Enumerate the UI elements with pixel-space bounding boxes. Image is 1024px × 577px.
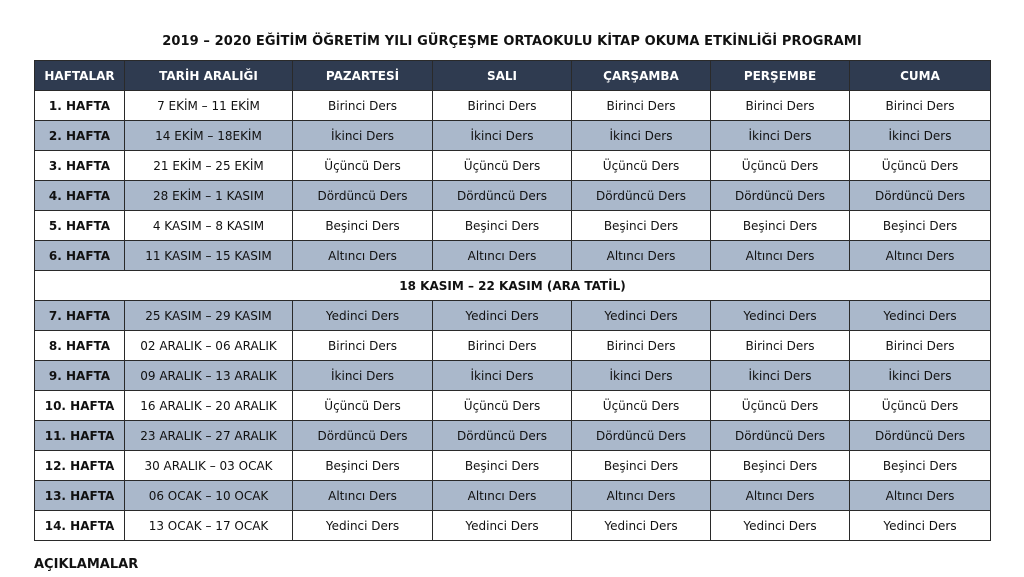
monday-lesson-cell: İkinci Ders xyxy=(293,361,433,391)
wednesday-lesson-cell: Beşinci Ders xyxy=(572,211,711,241)
header-row xyxy=(35,61,991,91)
date-range-cell: 11 KASIM – 15 KASIM xyxy=(125,241,293,271)
table-row xyxy=(35,121,991,151)
tuesday-lesson-cell: Beşinci Ders xyxy=(433,451,572,481)
week-cell: 3. HAFTA xyxy=(35,151,125,181)
table-row xyxy=(35,301,991,331)
friday-lesson-cell: Altıncı Ders xyxy=(850,241,991,271)
tuesday-lesson-cell: Birinci Ders xyxy=(433,331,572,361)
thursday-lesson-cell: İkinci Ders xyxy=(711,121,850,151)
date-range-cell: 25 KASIM – 29 KASIM xyxy=(125,301,293,331)
wednesday-lesson-cell: Üçüncü Ders xyxy=(572,151,711,181)
date-range-cell: 09 ARALIK – 13 ARALIK xyxy=(125,361,293,391)
friday-lesson-cell: İkinci Ders xyxy=(850,361,991,391)
friday-lesson-cell: Yedinci Ders xyxy=(850,301,991,331)
wednesday-lesson-cell: Dördüncü Ders xyxy=(572,181,711,211)
monday-lesson-cell: Beşinci Ders xyxy=(293,451,433,481)
wednesday-lesson-cell: Dördüncü Ders xyxy=(572,421,711,451)
header-cell-date-range: TARİH ARALIĞI xyxy=(125,61,293,91)
holiday-break-row xyxy=(35,271,991,301)
monday-lesson-cell: Üçüncü Ders xyxy=(293,391,433,421)
friday-lesson-cell: Dördüncü Ders xyxy=(850,181,991,211)
monday-lesson-cell: Yedinci Ders xyxy=(293,511,433,541)
monday-lesson-cell: Dördüncü Ders xyxy=(293,181,433,211)
holiday-break-cell: 18 KASIM – 22 KASIM (ARA TATİL) xyxy=(35,271,991,301)
friday-lesson-cell: Beşinci Ders xyxy=(850,211,991,241)
week-cell: 8. HAFTA xyxy=(35,331,125,361)
friday-lesson-cell: Beşinci Ders xyxy=(850,451,991,481)
week-cell: 1. HAFTA xyxy=(35,91,125,121)
date-range-cell: 7 EKİM – 11 EKİM xyxy=(125,91,293,121)
thursday-lesson-cell: Yedinci Ders xyxy=(711,301,850,331)
table-row xyxy=(35,481,991,511)
wednesday-lesson-cell: İkinci Ders xyxy=(572,121,711,151)
tuesday-lesson-cell: Dördüncü Ders xyxy=(433,181,572,211)
monday-lesson-cell: Birinci Ders xyxy=(293,331,433,361)
friday-lesson-cell: Üçüncü Ders xyxy=(850,391,991,421)
week-cell: 7. HAFTA xyxy=(35,301,125,331)
tuesday-lesson-cell: Altıncı Ders xyxy=(433,481,572,511)
friday-lesson-cell: Üçüncü Ders xyxy=(850,151,991,181)
tuesday-lesson-cell: Üçüncü Ders xyxy=(433,391,572,421)
thursday-lesson-cell: Birinci Ders xyxy=(711,91,850,121)
friday-lesson-cell: Dördüncü Ders xyxy=(850,421,991,451)
thursday-lesson-cell: Dördüncü Ders xyxy=(711,181,850,211)
table-row xyxy=(35,241,991,271)
tuesday-lesson-cell: Birinci Ders xyxy=(433,91,572,121)
date-range-cell: 23 ARALIK – 27 ARALIK xyxy=(125,421,293,451)
tuesday-lesson-cell: Beşinci Ders xyxy=(433,211,572,241)
week-cell: 6. HAFTA xyxy=(35,241,125,271)
schedule-body xyxy=(35,91,991,541)
table-row xyxy=(35,91,991,121)
week-cell: 13. HAFTA xyxy=(35,481,125,511)
table-row xyxy=(35,421,991,451)
friday-lesson-cell: Birinci Ders xyxy=(850,91,991,121)
monday-lesson-cell: İkinci Ders xyxy=(293,121,433,151)
week-cell: 5. HAFTA xyxy=(35,211,125,241)
date-range-cell: 14 EKİM – 18EKİM xyxy=(125,121,293,151)
thursday-lesson-cell: İkinci Ders xyxy=(711,361,850,391)
date-range-cell: 28 EKİM – 1 KASIM xyxy=(125,181,293,211)
thursday-lesson-cell: Yedinci Ders xyxy=(711,511,850,541)
wednesday-lesson-cell: İkinci Ders xyxy=(572,361,711,391)
thursday-lesson-cell: Altıncı Ders xyxy=(711,481,850,511)
tuesday-lesson-cell: İkinci Ders xyxy=(433,121,572,151)
header-cell-friday: CUMA xyxy=(850,61,991,91)
header-cell-thursday: PERŞEMBE xyxy=(711,61,850,91)
monday-lesson-cell: Birinci Ders xyxy=(293,91,433,121)
date-range-cell: 16 ARALIK – 20 ARALIK xyxy=(125,391,293,421)
monday-lesson-cell: Üçüncü Ders xyxy=(293,151,433,181)
table-row xyxy=(35,331,991,361)
wednesday-lesson-cell: Birinci Ders xyxy=(572,91,711,121)
week-cell: 12. HAFTA xyxy=(35,451,125,481)
friday-lesson-cell: İkinci Ders xyxy=(850,121,991,151)
header-cell-wednesday: ÇARŞAMBA xyxy=(572,61,711,91)
table-row xyxy=(35,151,991,181)
wednesday-lesson-cell: Üçüncü Ders xyxy=(572,391,711,421)
tuesday-lesson-cell: Dördüncü Ders xyxy=(433,421,572,451)
date-range-cell: 06 OCAK – 10 OCAK xyxy=(125,481,293,511)
week-cell: 14. HAFTA xyxy=(35,511,125,541)
reading-schedule-table xyxy=(34,60,991,541)
date-range-cell: 21 EKİM – 25 EKİM xyxy=(125,151,293,181)
week-cell: 4. HAFTA xyxy=(35,181,125,211)
friday-lesson-cell: Birinci Ders xyxy=(850,331,991,361)
monday-lesson-cell: Altıncı Ders xyxy=(293,481,433,511)
table-row xyxy=(35,451,991,481)
wednesday-lesson-cell: Birinci Ders xyxy=(572,331,711,361)
thursday-lesson-cell: Üçüncü Ders xyxy=(711,391,850,421)
week-cell: 2. HAFTA xyxy=(35,121,125,151)
table-row xyxy=(35,511,991,541)
date-range-cell: 30 ARALIK – 03 OCAK xyxy=(125,451,293,481)
week-cell: 9. HAFTA xyxy=(35,361,125,391)
week-cell: 11. HAFTA xyxy=(35,421,125,451)
tuesday-lesson-cell: Yedinci Ders xyxy=(433,301,572,331)
wednesday-lesson-cell: Yedinci Ders xyxy=(572,511,711,541)
header-cell-monday: PAZARTESİ xyxy=(293,61,433,91)
wednesday-lesson-cell: Beşinci Ders xyxy=(572,451,711,481)
wednesday-lesson-cell: Yedinci Ders xyxy=(572,301,711,331)
tuesday-lesson-cell: Üçüncü Ders xyxy=(433,151,572,181)
thursday-lesson-cell: Beşinci Ders xyxy=(711,211,850,241)
wednesday-lesson-cell: Altıncı Ders xyxy=(572,481,711,511)
tuesday-lesson-cell: İkinci Ders xyxy=(433,361,572,391)
table-row xyxy=(35,211,991,241)
thursday-lesson-cell: Üçüncü Ders xyxy=(711,151,850,181)
date-range-cell: 13 OCAK – 17 OCAK xyxy=(125,511,293,541)
date-range-cell: 4 KASIM – 8 KASIM xyxy=(125,211,293,241)
table-row xyxy=(35,361,991,391)
tuesday-lesson-cell: Altıncı Ders xyxy=(433,241,572,271)
thursday-lesson-cell: Birinci Ders xyxy=(711,331,850,361)
week-cell: 10. HAFTA xyxy=(35,391,125,421)
page-title: 2019 – 2020 EĞİTİM ÖĞRETİM YILI GÜRÇEŞME ORTAOKULU KİTAP OKUMA ETKİNLİĞİ PROGRAMI xyxy=(162,34,862,49)
friday-lesson-cell: Altıncı Ders xyxy=(850,481,991,511)
notes-heading: AÇIKLAMALAR xyxy=(34,557,139,572)
tuesday-lesson-cell: Yedinci Ders xyxy=(433,511,572,541)
header-cell-tuesday: SALI xyxy=(433,61,572,91)
table-row xyxy=(35,181,991,211)
monday-lesson-cell: Dördüncü Ders xyxy=(293,421,433,451)
friday-lesson-cell: Yedinci Ders xyxy=(850,511,991,541)
monday-lesson-cell: Yedinci Ders xyxy=(293,301,433,331)
thursday-lesson-cell: Altıncı Ders xyxy=(711,241,850,271)
monday-lesson-cell: Altıncı Ders xyxy=(293,241,433,271)
table-row xyxy=(35,391,991,421)
thursday-lesson-cell: Dördüncü Ders xyxy=(711,421,850,451)
header-cell-weeks: HAFTALAR xyxy=(35,61,125,91)
wednesday-lesson-cell: Altıncı Ders xyxy=(572,241,711,271)
date-range-cell: 02 ARALIK – 06 ARALIK xyxy=(125,331,293,361)
thursday-lesson-cell: Beşinci Ders xyxy=(711,451,850,481)
monday-lesson-cell: Beşinci Ders xyxy=(293,211,433,241)
